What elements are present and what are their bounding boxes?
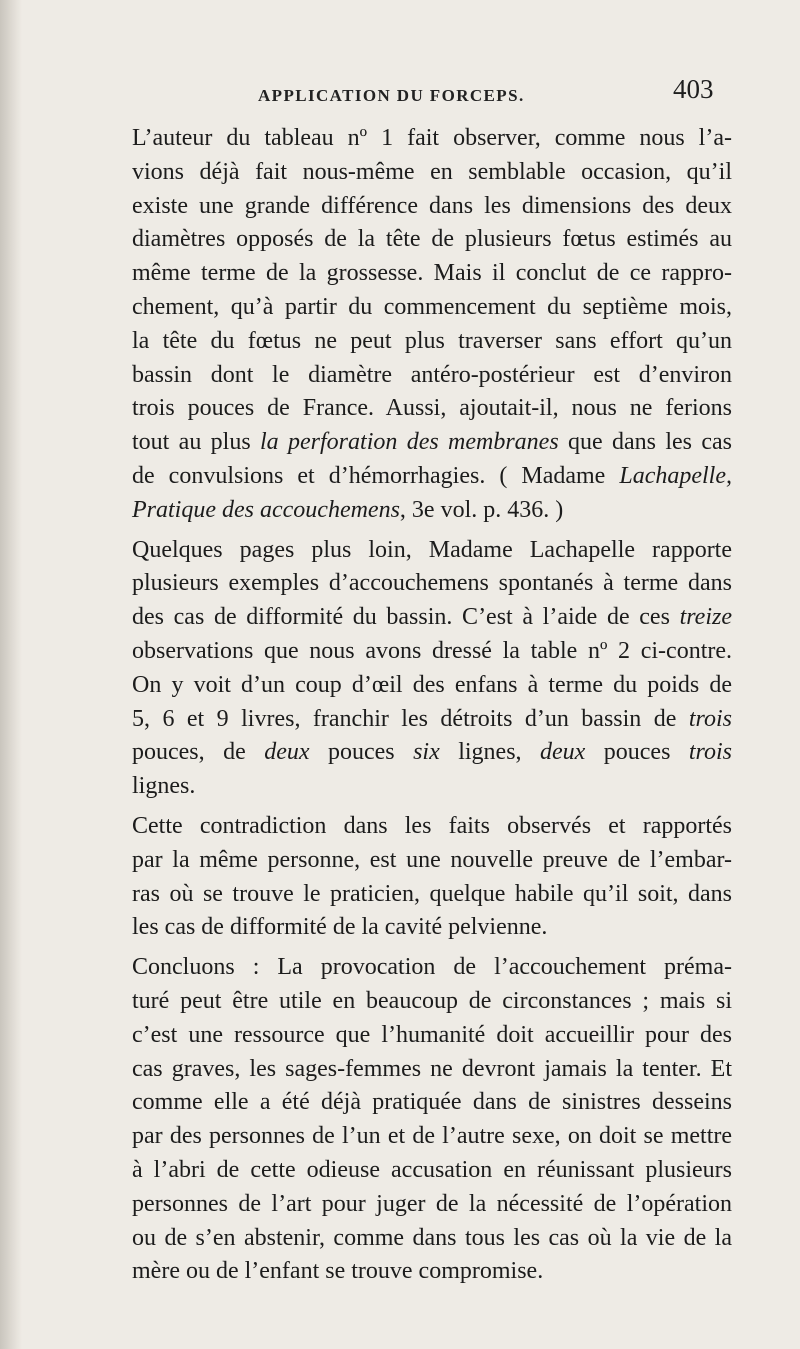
text-line: comme elle a été déjà pratiquée dans de sinistres desseins: [132, 1089, 732, 1116]
text-line: par des personnes de l’un et de l’autre sexe, on doit se mettre: [132, 1123, 732, 1150]
italic-run: trois: [688, 705, 732, 732]
text-line: c’est une ressource que l’humanité doit accueillir pour des: [132, 1021, 732, 1048]
text-line: Concluons : La provocation de l’accouchement préma-: [132, 954, 732, 981]
text-line: trois pouces de France. Aussi, ajoutait-il, nous ne ferions: [132, 395, 732, 422]
text-line: L’auteur du tableau nº 1 fait observer, comme nous l’a-: [132, 125, 732, 151]
text-line: [104, 703, 732, 737]
text-run: 5, 6 et 9 livres, franchir les détroits d’un bassin de: [132, 705, 689, 732]
text-line: [104, 426, 732, 460]
italic-run: Pratique des accouchemens: [132, 496, 400, 523]
italic-run: deux: [540, 739, 586, 766]
italic-run: six: [413, 739, 440, 766]
text-run: de convulsions et d’hémorrhagies. ( Madame: [132, 462, 620, 489]
text-line: la tête du fœtus ne peut plus traverser sans effort qu’un: [132, 327, 732, 354]
body-text: [104, 122, 732, 1295]
text-line: [104, 601, 732, 635]
text-run: pouces, de: [132, 739, 265, 766]
text-run: pouces: [585, 739, 689, 766]
italic-run: Lachapelle,: [619, 462, 732, 489]
italic-run: la perforation des membranes: [260, 429, 559, 456]
paragraph-4: [104, 951, 732, 1289]
paragraph-1: [104, 122, 732, 528]
text-run: que dans les cas: [558, 429, 732, 456]
text-run: tout au plus: [132, 429, 261, 456]
text-line: à l’abri de cette odieuse accusation en réunissant plusieurs: [132, 1156, 732, 1183]
text-line: cas graves, les sages-femmes ne devront jamais la tenter. Et: [132, 1055, 732, 1082]
text-line: chement, qu’à partir du commencement du septième mois,: [132, 293, 732, 320]
italic-run: trois: [688, 739, 733, 766]
text-line: On y voit d’un coup d’œil des enfans à terme du poids de: [132, 671, 732, 698]
paragraph-2: [104, 534, 732, 804]
text-line: mère ou de l’enfant se trouve compromise.: [132, 1258, 544, 1285]
text-line: observations que nous avons dressé la table nº 2 ci-contre.: [132, 637, 732, 664]
text-line: plusieurs exemples d’accouchemens spontanés à terme dans: [132, 570, 732, 597]
text-line: lignes.: [132, 773, 196, 800]
italic-run: deux: [264, 739, 310, 766]
text-line: bassin dont le diamètre antéro-postérieur est d’environ: [132, 361, 732, 388]
text-line: existe une grande différence dans les dimensions des deux: [132, 192, 732, 219]
text-run: des cas de difformité du bassin. C’est à l’aide de ces: [132, 604, 680, 631]
text-run: , 3e vol. p. 436. ): [399, 496, 564, 523]
binding-shadow: [0, 0, 22, 1349]
text-run: pouces: [309, 739, 414, 766]
text-line: diamètres opposés de la tête de plusieurs fœtus estimés au: [132, 226, 732, 253]
paragraph-3: [104, 810, 732, 945]
text-line: [104, 494, 732, 528]
text-line: par la même personne, est une nouvelle preuve de l’embar-: [132, 846, 732, 873]
text-run: lignes,: [439, 739, 541, 766]
text-line: Quelques pages plus loin, Madame Lachapelle rapporte: [132, 536, 732, 563]
text-line: [104, 460, 732, 494]
running-title: APPLICATION DU FORCEPS.: [258, 86, 525, 105]
page-number: 403: [673, 74, 714, 104]
text-line: [104, 736, 732, 770]
text-line: ras où se trouve le praticien, quelque habile qu’il soit, dans: [132, 880, 732, 907]
text-line: turé peut être utile en beaucoup de circonstances ; mais si: [132, 987, 732, 1014]
text-line: personnes de l’art pour juger de la nécessité de l’opération: [132, 1190, 732, 1217]
italic-run: treize: [679, 604, 732, 631]
text-line: les cas de difformité de la cavité pelvienne.: [132, 914, 548, 941]
text-line: ou de s’en abstenir, comme dans tous les cas où la vie de la: [132, 1224, 732, 1251]
text-line: Cette contradiction dans les faits observés et rapportés: [132, 812, 732, 839]
text-line: vions déjà fait nous-même en semblable occasion, qu’il: [132, 158, 732, 185]
text-line: même terme de la grossesse. Mais il conclut de ce rappro-: [132, 260, 732, 287]
